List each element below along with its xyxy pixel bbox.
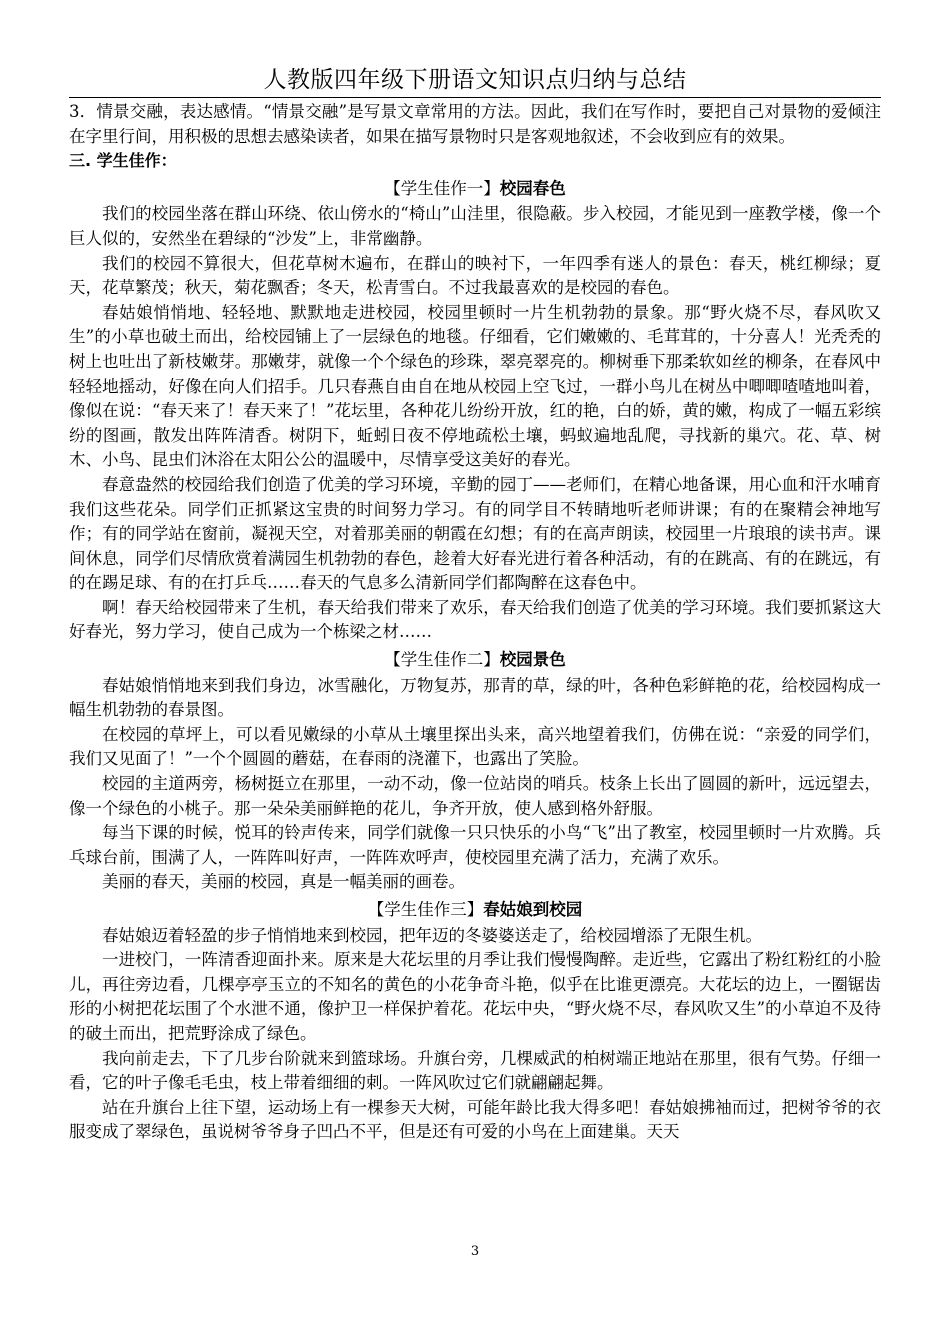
work-title-1 xyxy=(69,177,881,202)
work-label: 【学生佳作二】 xyxy=(384,650,500,670)
paragraph: 校园的主道两旁，杨树挺立在那里，一动不动，像一位站岗的哨兵。枝条上长出了圆圆的新叶，远远望去，像一个绿色的小桃子。那一朵朵美丽鲜艳的花儿，争齐开放，使人感到格外舒服。 xyxy=(69,774,881,818)
paragraph: 一进校门，一阵清香迎面扑来。原来是大花坛里的月季让我们慢慢陶醉。走近些，它露出了粉红粉红的小脸儿，再往旁边看，几棵亭亭玉立的不知名的黄色的小花争奇斗艳，似乎在比谁更漂亮。大花坛的边上，一圈锯齿形的小树把花坛围了个水泄不通，像护卫一样保护着花。花坛中央，“野火烧不尽，春风吹又生”的小草迫不及待的破土而出，把荒野涂成了绿色。 xyxy=(69,950,881,1043)
paragraph: 我们的校园坐落在群山环绕、依山傍水的“椅山”山洼里，很隐蔽。步入校园，才能见到一座教学楼，像一个巨人似的，安然坐在碧绿的“沙发”上，非常幽静。 xyxy=(69,204,881,248)
paragraph: 啊！春天给校园带来了生机，春天给我们带来了欢乐，春天给我们创造了优美的学习环境。我们要抓紧这大好春光，努力学习，使自己成为一个栋梁之材…… xyxy=(69,597,881,642)
paragraph: 我向前走去，下了几步台阶就来到篮球场。升旗台旁，几棵威武的柏树端正地站在那里，很有气势。仔细一看，它的叶子像毛毛虫，枝上带着细细的刺。一阵风吹过它们就翩翩起舞。 xyxy=(69,1048,881,1093)
paragraph: 春意盎然的校园给我们创造了优美的学习环境，辛勤的园丁——老师们，在精心地备课，用心血和汗水哺育我们这些花朵。同学们正抓紧这宝贵的时间努力学习。有的同学目不转睛地听老师讲课；有的在聚精会神地写作；有的同学站在窗前，凝视天空，对着那美丽的朝霞在幻想；有的在高声朗读，校园里一片琅琅的读书声。课间休息，同学们尽情欣赏着满园生机勃勃的春色，趁着大好春光进行着各种活动，有的在跳高、有的在跳远，有的在踢足球、有的在打乒乓……春天的气息多么清新同学们都陶醉在这春色中。 xyxy=(69,474,881,593)
document-body xyxy=(69,100,881,1145)
paragraph: 春姑娘悄悄地、轻轻地、默默地走进校园，校园里顿时一片生机勃勃的景象。那“野火烧不尽，春风吹又生”的小草也破土而出，给校园铺上了一层绿色的地毯。仔细看，它们嫩嫩的、毛茸茸的，十分喜人！光秃秃的树上也吐出了新枝嫩芽。那嫩芽，就像一个个绿色的珍珠，翠亮翠亮的。柳树垂下那柔软如丝的柳条，在春风中轻轻地摇动，好像在向人们招手。几只春燕自由自在地从校园上空飞过，一群小鸟儿在树丛中唧唧喳喳地叫着，像似在说：“春天来了！春天来了！”花坛里，各种花儿纷纷开放，红的艳，白的娇，黄的嫩，构成了一幅五彩缤纷的图画，散发出阵阵清香。树阴下，蚯蚓日夜不停地疏松土壤，蚂蚁遍地乱爬，寻找新的巢穴。花、草、树木、小鸟、昆虫们沐浴在太阳公公的温暖中，尽情享受这美好的春光。 xyxy=(69,302,881,470)
page-header-title: 人教版四年级下册语文知识点归纳与总结 xyxy=(263,67,687,93)
work-label: 【学生佳作一】 xyxy=(384,178,500,198)
work-title-3 xyxy=(69,898,881,923)
page-number: 3 xyxy=(470,1244,480,1259)
work-label: 【学生佳作三】 xyxy=(367,900,484,919)
paragraph: 每当下课的时候，悦耳的铃声传来，同学们就像一只只快乐的小鸟“飞”出了教室，校园里顿时一片欢腾。兵乓球台前，围满了人，一阵阵叫好声，一阵阵欢呼声，使校园里充满了活力，充满了欢乐。 xyxy=(69,823,881,867)
paragraph: 春姑娘迈着轻盈的步子悄悄地来到校园，把年迈的冬婆婆送走了，给校园增添了无限生机。 xyxy=(102,925,762,945)
work-name: 校园春色 xyxy=(499,178,566,198)
header-divider xyxy=(69,97,881,98)
paragraph: 在校园的草坪上，可以看见嫩绿的小草从土壤里探出头来，高兴地望着我们，仿佛在说：“亲爱的同学们，我们又见面了！”一个个圆圆的蘑菇，在春雨的浇灌下，也露出了笑脸。 xyxy=(69,724,881,769)
paragraph: 春姑娘悄悄地来到我们身边，冰雪融化，万物复苏，那青的草，绿的叶，各种色彩鲜艳的花，给校园构成一幅生机勃勃的春景图。 xyxy=(69,675,881,720)
work-name: 校园景色 xyxy=(499,650,566,670)
work-name: 春姑娘到校园 xyxy=(483,900,583,919)
section-heading: 三. 学生佳作： xyxy=(69,151,177,171)
paragraph: 站在升旗台上往下望，运动场上有一棵参天大树，可能年龄比我大得多吧！春姑娘拂袖而过，把树爷爷的衣服变成了翠绿色，虽说树爷爷身子凹凸不平，但是还有可爱的小鸟在上面建巢。天天 xyxy=(69,1097,881,1142)
intro-paragraph: 3．情景交融，表达感情。“情景交融”是写景文章常用的方法。因此，我们在写作时，要把自己对景物的爱倾注在字里行间，用积极的思想去感染读者，如果在描写景物时只是客观地叙述，不会收到应有的效果。 xyxy=(69,102,881,146)
paragraph: 我们的校园不算很大，但花草树木遍布，在群山的映衬下，一年四季有迷人的景色：春天，桃红柳绿；夏天，花草繁茂；秋天，菊花飘香；冬天，松青雪白。不过我最喜欢的是校园的春色。 xyxy=(69,253,881,298)
work-title-2 xyxy=(69,648,881,673)
paragraph: 美丽的春天，美丽的校园，真是一幅美丽的画卷。 xyxy=(102,872,465,892)
